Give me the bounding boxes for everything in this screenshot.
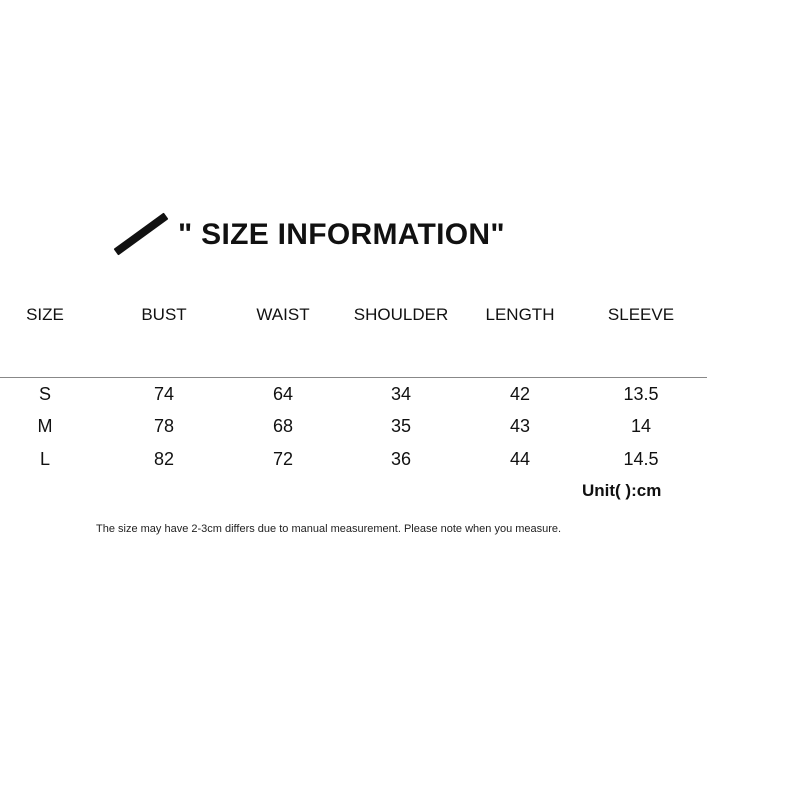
table-cell: L [39,449,50,469]
measurement-note: The size may have 2-3cm differs due to manual measurement. Please note when you measure. [96,523,562,535]
table-cell: 14.5 [623,449,659,469]
header-shoulder: SHOULDER [353,305,449,324]
table-cell: 78 [153,416,175,436]
header-waist: WAIST [256,305,310,324]
table-cell: 35 [390,416,412,436]
table-cell: 82 [153,449,175,469]
table-cell: S [38,384,51,404]
table-cell: 36 [390,449,412,469]
table-cell: 68 [272,416,294,436]
unit-label: Unit( ):cm [582,481,662,500]
table-cell: 64 [272,384,294,404]
table-cell: 43 [509,416,531,436]
header-length: LENGTH [485,305,555,324]
header-size: SIZE [26,305,64,324]
table-divider [0,377,707,378]
page-title: " SIZE INFORMATION" [178,218,505,251]
table-cell: 14 [630,416,652,436]
table-cell: 74 [153,384,175,404]
table-cell: 44 [509,449,531,469]
table-cell: 34 [390,384,412,404]
slash-decoration-icon [114,213,169,256]
table-cell: M [37,416,53,436]
table-cell: 72 [272,449,294,469]
table-cell: 13.5 [623,384,659,404]
table-cell: 42 [509,384,531,404]
header-sleeve: SLEEVE [607,305,675,324]
header-bust: BUST [141,305,187,324]
